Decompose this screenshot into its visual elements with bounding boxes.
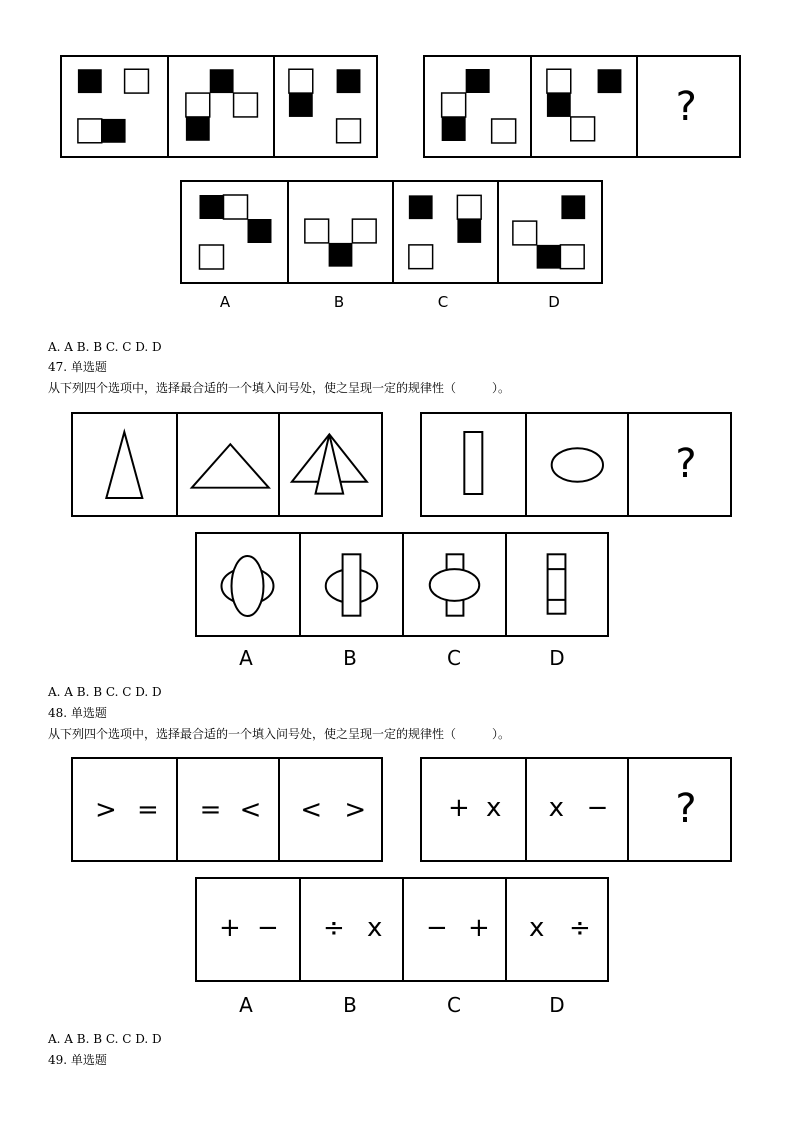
q48-cell-3-symbol-2: > xyxy=(344,795,367,825)
q48-number: 48. 单选题 xyxy=(48,706,107,720)
q47-cell-1 xyxy=(73,414,176,515)
q48-cell-4-symbol-1: + xyxy=(448,793,470,823)
q47-cell-2 xyxy=(176,414,279,515)
q47-option-a xyxy=(197,534,299,635)
question-mark: ? xyxy=(675,441,697,487)
q47-cell-3-figure xyxy=(280,414,381,515)
q46-cell-question xyxy=(636,57,739,156)
q48-cell-3 xyxy=(278,759,381,860)
q46-cell-3 xyxy=(273,57,376,156)
q48-cell-1-symbol-2: = xyxy=(137,795,159,825)
q47-right-strip xyxy=(420,412,732,517)
q46-option-b-figure xyxy=(289,182,392,282)
q47-cell-4 xyxy=(422,414,525,515)
q47-prompt: 从下列四个选项中，选择最合适的一个填入问号处，使之呈现一定的规律性（ ）。 xyxy=(48,381,511,395)
q47-label-a: A xyxy=(239,646,253,670)
q47-number: 47. 单选题 xyxy=(48,360,107,374)
q47-label-d: D xyxy=(549,646,565,670)
q48-option-d xyxy=(505,879,607,980)
q46-option-c-figure xyxy=(394,182,497,282)
q48-cell-2 xyxy=(176,759,279,860)
q48-cell-5-symbol-2: − xyxy=(586,793,609,823)
q47-cell-2-figure xyxy=(178,414,279,515)
q48-cell-5 xyxy=(525,759,628,860)
q46-cell-1 xyxy=(62,57,167,156)
q48-right-strip xyxy=(420,757,732,862)
q46-cell-2-figure xyxy=(169,57,272,156)
q47-option-c xyxy=(402,534,505,635)
q47-option-d-figure xyxy=(507,534,607,635)
q48-option-c-symbol-1: − xyxy=(425,913,448,943)
q48-option-a xyxy=(197,879,299,980)
q46-cell-4-figure xyxy=(425,57,530,156)
q48-option-b-symbol-1: ÷ xyxy=(322,913,345,943)
q47-cell-5-figure xyxy=(527,414,628,515)
q46-option-d xyxy=(497,182,601,282)
q48-label-d: D xyxy=(549,993,565,1017)
q47-option-c-figure xyxy=(404,534,505,635)
q47-option-a-figure xyxy=(197,534,299,635)
q48-cell-1-symbol-1: > xyxy=(95,795,117,825)
q48-cell-4 xyxy=(422,759,525,860)
q47-left-strip xyxy=(71,412,383,517)
question-mark: ? xyxy=(675,786,697,832)
q46-left-strip xyxy=(60,55,378,158)
q48-option-c-symbol-2: + xyxy=(467,913,490,943)
q49-number: 49. 单选题 xyxy=(48,1053,107,1067)
q48-options-strip xyxy=(195,877,609,982)
q47-option-b xyxy=(299,534,402,635)
q46-label-d: D xyxy=(548,293,560,311)
q46-cell-1-figure xyxy=(62,57,167,156)
q47-option-d xyxy=(505,534,607,635)
q48-cell-3-symbol-1: < xyxy=(300,795,323,825)
q46-cell-4 xyxy=(425,57,530,156)
q48-option-b xyxy=(299,879,402,980)
q47-answer-choices: A. A B. B C. C D. D xyxy=(48,685,162,699)
q48-option-d-symbol-1: x xyxy=(528,913,545,943)
q47-label-c: C xyxy=(447,646,461,670)
q47-label-b: B xyxy=(343,646,357,670)
q47-cell-5 xyxy=(525,414,628,515)
q46-label-c: C xyxy=(437,293,449,311)
q46-answer-choices: A. A B. B C. C D. D xyxy=(48,340,162,354)
q46-label-a: A xyxy=(219,293,231,311)
q47-options-strip xyxy=(195,532,609,637)
q46-option-a-figure xyxy=(182,182,287,282)
q46-label-b: B xyxy=(333,293,345,311)
q48-cell-2-symbol-2: < xyxy=(239,795,262,825)
q48-cell-question xyxy=(627,759,730,860)
q46-option-c xyxy=(392,182,497,282)
q48-label-c: C xyxy=(447,993,461,1017)
q46-cell-5-figure xyxy=(532,57,635,156)
q48-cell-2-symbol-1: = xyxy=(199,795,222,825)
q48-cell-1 xyxy=(73,759,176,860)
q46-option-b xyxy=(287,182,392,282)
q46-cell-3-figure xyxy=(275,57,376,156)
question-mark: ? xyxy=(675,84,697,130)
q48-left-strip xyxy=(71,757,383,862)
q48-option-c xyxy=(402,879,505,980)
q48-option-d-symbol-2: ÷ xyxy=(568,913,591,943)
q46-right-strip xyxy=(423,55,741,158)
q48-cell-4-symbol-2: x xyxy=(486,793,502,823)
q46-option-d-figure xyxy=(499,182,601,282)
q48-option-a-symbol-1: + xyxy=(219,913,241,943)
q48-answer-choices: A. A B. B C. C D. D xyxy=(48,1032,162,1046)
q48-cell-5-symbol-1: x xyxy=(548,793,565,823)
q46-options-strip xyxy=(180,180,603,284)
q48-prompt: 从下列四个选项中，选择最合适的一个填入问号处，使之呈现一定的规律性（ ）。 xyxy=(48,727,511,741)
q48-label-b: B xyxy=(343,993,357,1017)
q47-cell-3 xyxy=(278,414,381,515)
q46-option-a xyxy=(182,182,287,282)
q48-label-a: A xyxy=(239,993,253,1017)
q46-cell-5 xyxy=(530,57,635,156)
q47-cell-question xyxy=(627,414,730,515)
q47-cell-4-figure xyxy=(422,414,525,515)
q48-option-a-symbol-2: − xyxy=(257,913,279,943)
q47-cell-1-figure xyxy=(73,414,176,515)
q46-cell-2 xyxy=(167,57,272,156)
q48-option-b-symbol-2: x xyxy=(366,913,383,943)
q47-option-b-figure xyxy=(301,534,402,635)
